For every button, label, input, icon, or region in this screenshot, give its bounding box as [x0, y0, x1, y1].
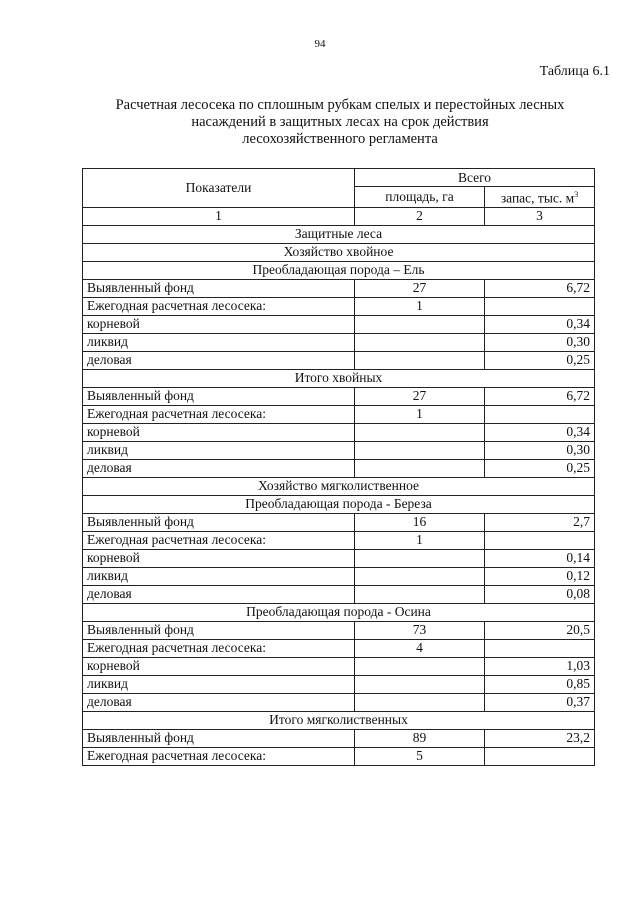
- row-label: деловая: [83, 585, 355, 603]
- row-label: Выявленный фонд: [83, 513, 355, 531]
- table-label: Таблица 6.1: [539, 64, 610, 79]
- row-label: ликвид: [83, 675, 355, 693]
- row-area: 4: [355, 639, 485, 657]
- row-area: [355, 423, 485, 441]
- section-label: Преобладающая порода – Ель: [83, 261, 595, 279]
- row-area: 5: [355, 747, 485, 765]
- row-stock: [485, 297, 595, 315]
- row-area: 16: [355, 513, 485, 531]
- row-label: деловая: [83, 459, 355, 477]
- row-stock: 6,72: [485, 387, 595, 405]
- row-label: Ежегодная расчетная лесосека:: [83, 405, 355, 423]
- row-area: [355, 585, 485, 603]
- row-stock: 0,30: [485, 441, 595, 459]
- row-area: 1: [355, 531, 485, 549]
- table-row: [83, 747, 595, 765]
- row-area: [355, 333, 485, 351]
- header-stock-sup: 3: [574, 190, 579, 199]
- row-label: Ежегодная расчетная лесосека:: [83, 297, 355, 315]
- logging-table: [82, 168, 595, 766]
- section-row: [83, 261, 595, 279]
- row-stock: [485, 747, 595, 765]
- header-indicators: Показатели: [83, 169, 355, 208]
- table-row: [83, 567, 595, 585]
- row-label: деловая: [83, 693, 355, 711]
- row-stock: 0,30: [485, 333, 595, 351]
- row-area: 73: [355, 621, 485, 639]
- row-area: 89: [355, 729, 485, 747]
- table-row: [83, 693, 595, 711]
- row-stock: 0,12: [485, 567, 595, 585]
- row-area: 27: [355, 279, 485, 297]
- table-row: [83, 405, 595, 423]
- row-area: 27: [355, 387, 485, 405]
- header-stock-text: запас, тыс. м: [500, 190, 575, 206]
- table-row: [83, 639, 595, 657]
- header-area: площадь, га: [355, 187, 485, 208]
- row-label: Выявленный фонд: [83, 621, 355, 639]
- section-row: [83, 243, 595, 261]
- table-row: [83, 675, 595, 693]
- col-num-1: 1: [83, 207, 355, 225]
- row-stock: 0,34: [485, 315, 595, 333]
- header-total: Всего: [355, 169, 595, 187]
- row-area: 1: [355, 405, 485, 423]
- row-stock: 0,14: [485, 549, 595, 567]
- table-row: [83, 297, 595, 315]
- section-label: Хозяйство мягколиственное: [83, 477, 595, 495]
- table-row: [83, 279, 595, 297]
- row-area: [355, 693, 485, 711]
- col-num-2: 2: [355, 207, 485, 225]
- row-area: [355, 549, 485, 567]
- row-stock: 1,03: [485, 657, 595, 675]
- table-row: [83, 585, 595, 603]
- row-area: [355, 441, 485, 459]
- row-area: [355, 351, 485, 369]
- table-row: [83, 531, 595, 549]
- row-label: корневой: [83, 315, 355, 333]
- row-stock: 6,72: [485, 279, 595, 297]
- row-stock: 20,5: [485, 621, 595, 639]
- header-stock: [485, 187, 595, 208]
- row-stock: 0,34: [485, 423, 595, 441]
- row-label: Ежегодная расчетная лесосека:: [83, 531, 355, 549]
- table-row: [83, 387, 595, 405]
- section-label: Защитные леса: [83, 225, 595, 243]
- row-stock: 2,7: [485, 513, 595, 531]
- table-row: [83, 549, 595, 567]
- table-row: [83, 621, 595, 639]
- title-line-3: лесохозяйственного регламента: [242, 131, 438, 147]
- row-stock: [485, 405, 595, 423]
- table-row: [83, 441, 595, 459]
- row-label: корневой: [83, 657, 355, 675]
- section-label: Преобладающая порода - Осина: [83, 603, 595, 621]
- row-stock: 0,25: [485, 459, 595, 477]
- section-label: Итого хвойных: [83, 369, 595, 387]
- header-row-1: [83, 169, 595, 187]
- row-label: корневой: [83, 423, 355, 441]
- row-stock: [485, 531, 595, 549]
- row-area: [355, 567, 485, 585]
- section-row: [83, 711, 595, 729]
- section-label: Преобладающая порода - Береза: [83, 495, 595, 513]
- row-stock: 0,85: [485, 675, 595, 693]
- col-num-3: 3: [485, 207, 595, 225]
- row-label: Выявленный фонд: [83, 387, 355, 405]
- section-row: [83, 225, 595, 243]
- table-row: [83, 333, 595, 351]
- table-row: [83, 315, 595, 333]
- table-body: [83, 225, 595, 765]
- row-label: Ежегодная расчетная лесосека:: [83, 639, 355, 657]
- table-row: [83, 459, 595, 477]
- row-label: деловая: [83, 351, 355, 369]
- section-row: [83, 369, 595, 387]
- title-line-2: насаждений в защитных лесах на срок действия: [191, 114, 489, 130]
- table-row: [83, 657, 595, 675]
- row-stock: [485, 639, 595, 657]
- header-number-row: [83, 207, 595, 225]
- row-stock: 23,2: [485, 729, 595, 747]
- section-label: Итого мягколиственных: [83, 711, 595, 729]
- row-label: ликвид: [83, 567, 355, 585]
- row-label: корневой: [83, 549, 355, 567]
- row-area: 1: [355, 297, 485, 315]
- table-title: [60, 97, 620, 148]
- title-line-1: Расчетная лесосека по сплошным рубкам спелых и перестойных лесных: [115, 97, 565, 113]
- section-row: [83, 495, 595, 513]
- row-label: Выявленный фонд: [83, 279, 355, 297]
- row-label: ликвид: [83, 441, 355, 459]
- row-stock: 0,25: [485, 351, 595, 369]
- table-row: [83, 423, 595, 441]
- row-stock: 0,37: [485, 693, 595, 711]
- table-row: [83, 729, 595, 747]
- table-row: [83, 513, 595, 531]
- section-row: [83, 477, 595, 495]
- table-row: [83, 351, 595, 369]
- row-area: [355, 657, 485, 675]
- row-stock: 0,08: [485, 585, 595, 603]
- section-row: [83, 603, 595, 621]
- row-label: Выявленный фонд: [83, 729, 355, 747]
- row-area: [355, 675, 485, 693]
- row-area: [355, 459, 485, 477]
- row-area: [355, 315, 485, 333]
- row-label: ликвид: [83, 333, 355, 351]
- page-number: 94: [314, 38, 326, 50]
- section-label: Хозяйство хвойное: [83, 243, 595, 261]
- row-label: Ежегодная расчетная лесосека:: [83, 747, 355, 765]
